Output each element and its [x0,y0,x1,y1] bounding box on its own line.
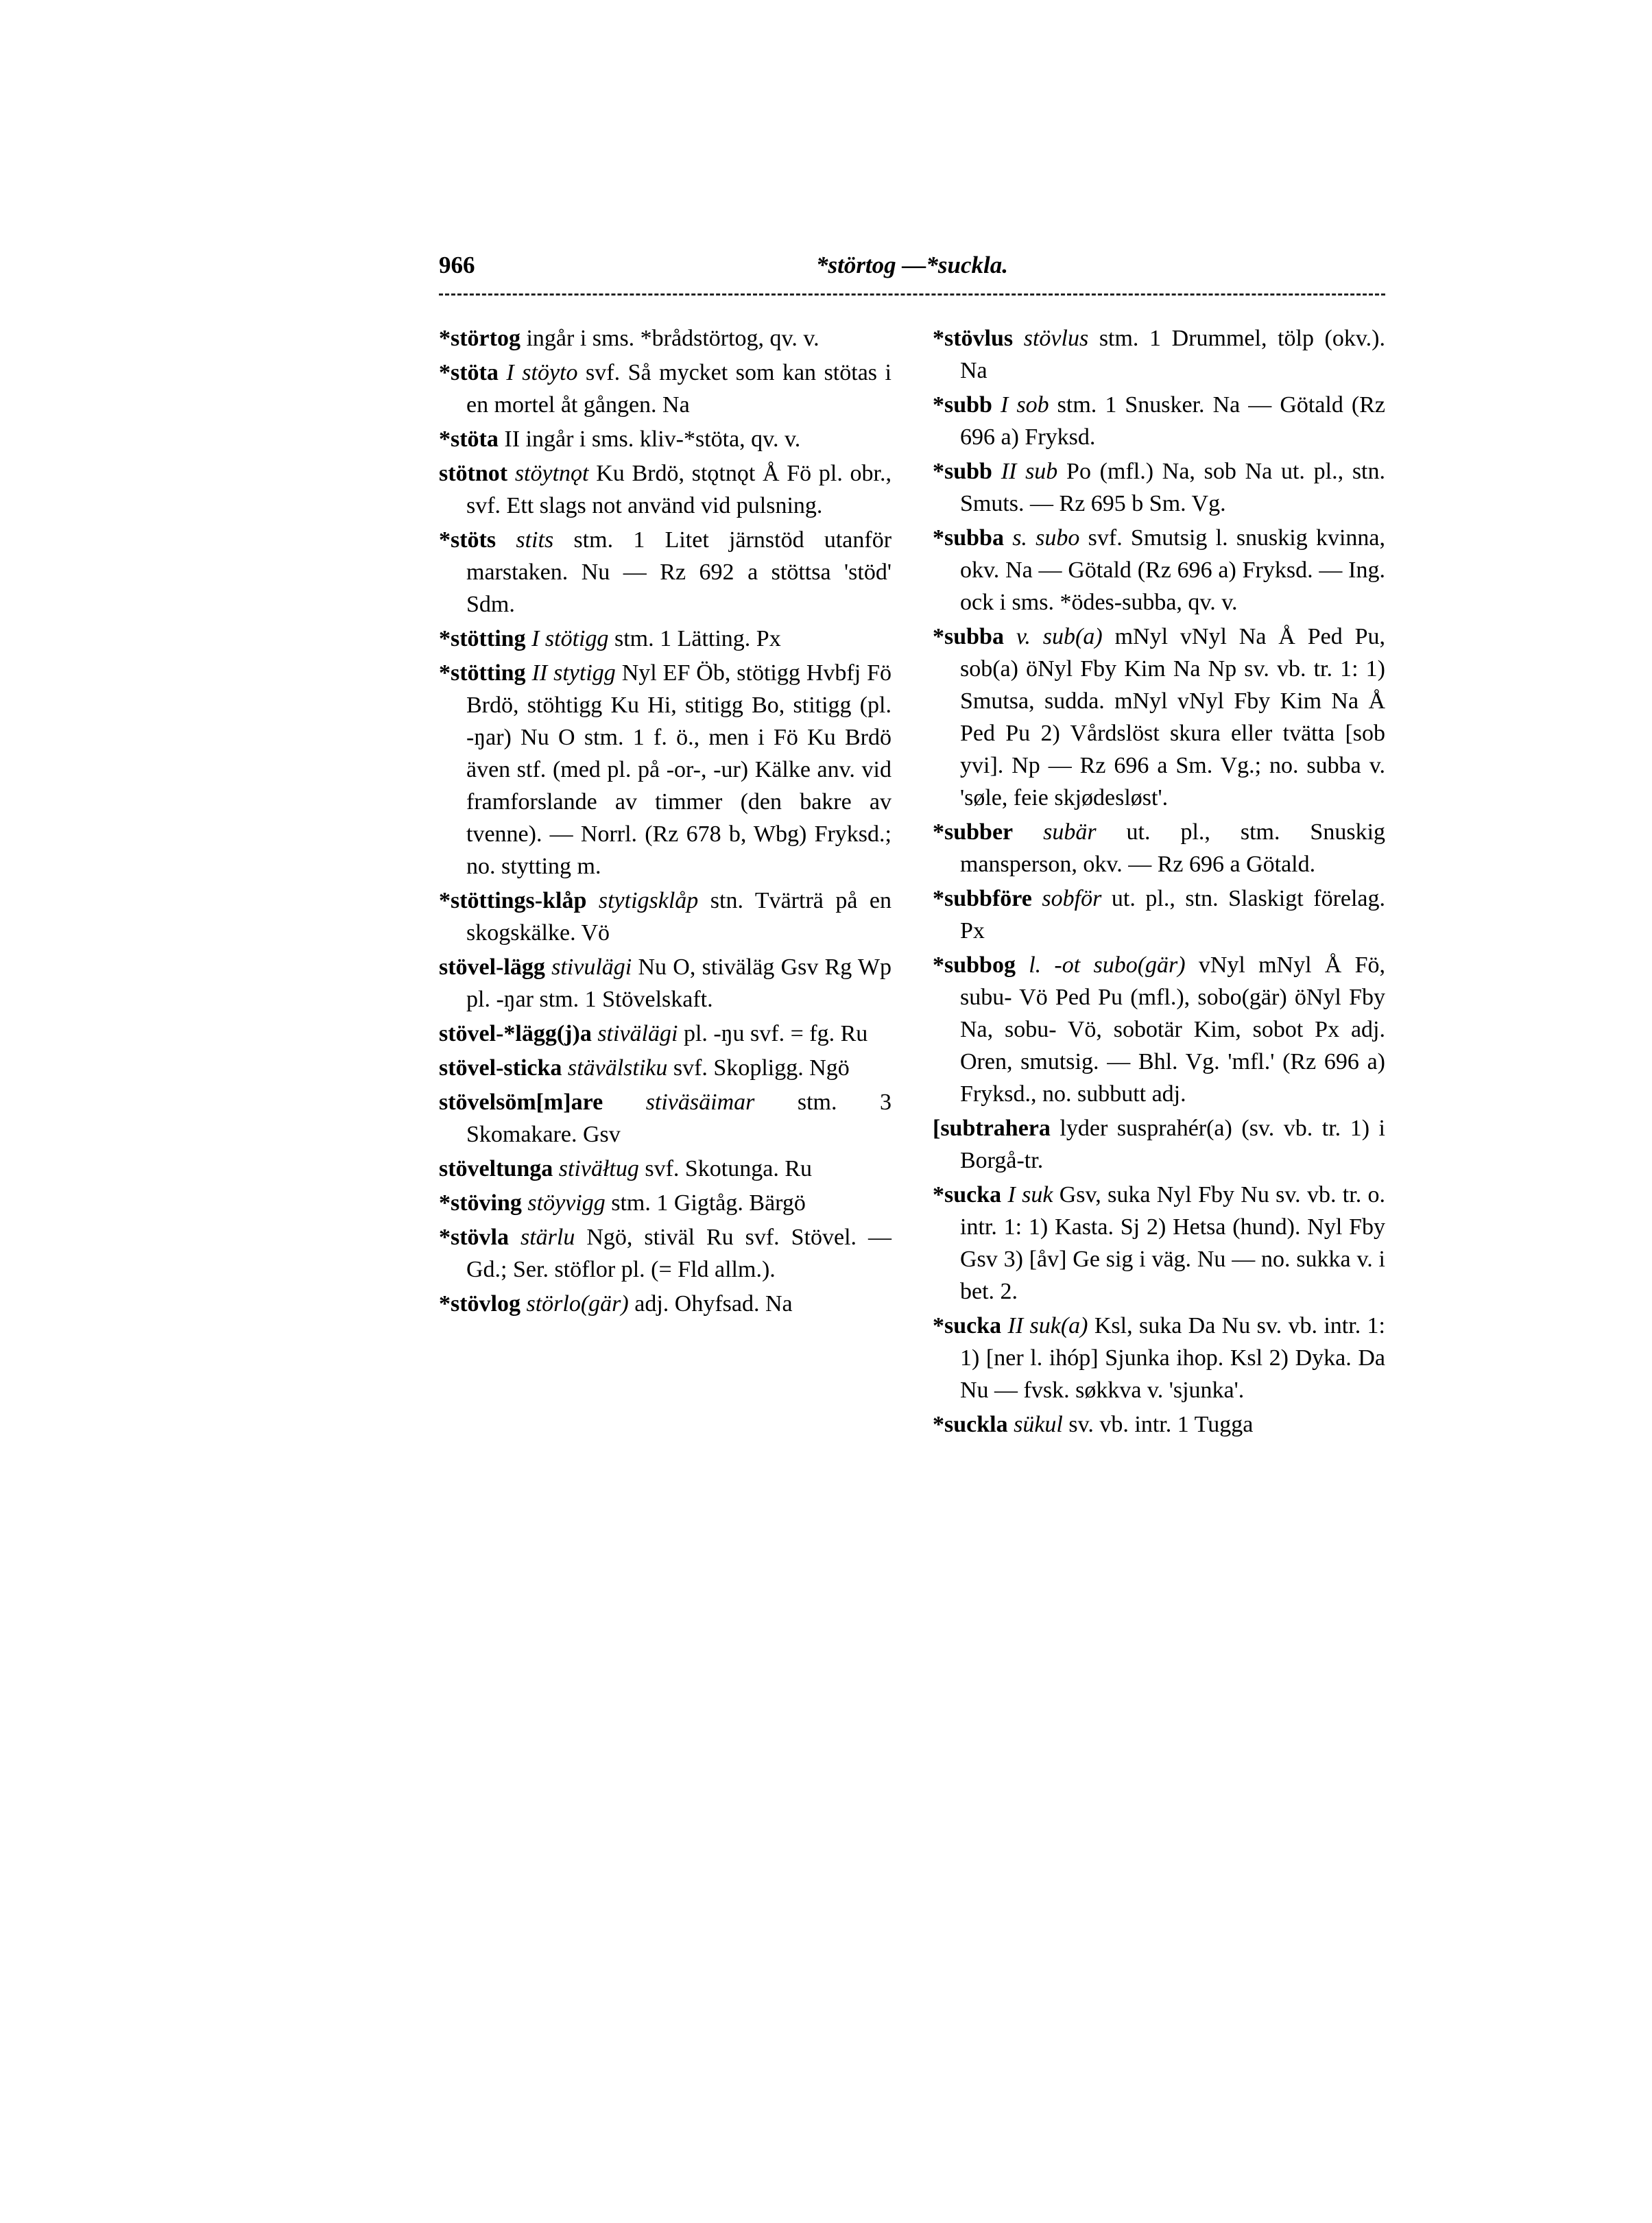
entry-headword: *stövla [439,1225,509,1250]
dictionary-entry [439,322,891,355]
entry-definition: lyder susprahér(a) (sv. vb. tr. 1) i Borgå-tr. [960,1116,1385,1173]
dictionary-entry [439,1018,891,1050]
page-number: 966 [439,252,475,278]
entry-pronunciation: stövlus [1023,326,1089,351]
entry-definition: sv. vb. intr. 1 Tugga [1068,1412,1254,1437]
entry-headword: *subbog [933,952,1016,978]
entry-definition: stm. 1 Litet järnstöd utanför marstaken. Nu — Rz 692 a stöttsa 'stöd' Sdm. [466,527,892,617]
entry-pronunciation: I suk [1007,1182,1053,1207]
entry-definition: stm. 3 Skomakare. Gsv [466,1090,891,1147]
dictionary-entry [933,322,1385,387]
dictionary-entry [439,423,891,455]
dictionary-entry [933,621,1385,814]
entry-definition: adj. Ohyfsad. Na [634,1291,793,1317]
dictionary-entry [933,1179,1385,1308]
entry-headword: *störtog [439,326,520,351]
header-rule [439,293,1385,296]
dictionary-entry [439,1288,891,1320]
entry-headword: *subba [933,525,1004,551]
entry-definition: Ngö, stiväl Ru svf. Stövel. — Gd.; Ser. stöflor pl. (= Fld allm.). [466,1225,892,1282]
entry-pronunciation: I sob [1001,392,1049,418]
entry-pronunciation: stöyvigg [527,1190,606,1216]
dictionary-entry [933,816,1385,880]
running-head [439,248,1385,283]
dictionary-entry [439,457,891,522]
entry-pronunciation: I stöyto [506,360,578,385]
entry-definition: Ksl, suka Da Nu sv. vb. intr. 1: 1) [ner l. ihóp] Sjunka ihop. Ksl 2) Dyka. Da Nu — fvsk. søkkva v. 'sjunka'. [960,1313,1386,1403]
entry-definition: ut. pl., stn. Slaskigt förelag. Px [960,886,1386,944]
dictionary-entry [439,657,891,882]
entry-pronunciation: v. sub(a) [1016,624,1103,649]
entry-definition: pl. -ŋu svf. = fg. Ru [683,1021,868,1046]
entry-definition: stm. 1 Gigtåg. Bärgö [611,1190,806,1216]
entry-pronunciation: stöytnǫt [514,461,589,486]
entry-definition: svf. Skotunga. Ru [645,1156,813,1181]
entry-pronunciation: subär [1043,819,1097,845]
entry-definition: vNyl mNyl Å Fö, subu- Vö Ped Pu (mfl.), sobo(gär) öNyl Fby Na, sobu- Vö, sobotär Kim, sobot Px adj. Oren, smutsig. — Bhl. Vg. 'mfl.' (Rz 696 a) Fryksd., no. subbutt adj. [960,952,1386,1107]
entry-headword: stötnot [439,461,508,486]
dictionary-entry [439,1221,891,1286]
dictionary-entry [439,623,891,655]
dictionary-entry [439,1052,891,1084]
entry-headword: stövel-*lägg(j)a [439,1021,592,1046]
entry-headword: *stöving [439,1190,522,1216]
entry-pronunciation: s. subo [1012,525,1080,551]
dictionary-entry [439,1086,891,1151]
entry-pronunciation: sükul [1014,1412,1063,1437]
entry-pronunciation: stärlu [520,1225,575,1250]
dictionary-entry [439,1187,891,1219]
entry-headword: *subb [933,459,992,484]
dictionary-entry [933,389,1385,453]
entry-headword: *stöta [439,426,499,452]
left-column [439,322,891,1322]
entry-headword: *stötting [439,626,526,651]
entry-definition: Gsv, suka Nyl Fby Nu sv. vb. tr. o. intr. 1: 1) Kasta. Sj 2) Hetsa (hund). Nyl Fby Gsv 3) [åv] Ge sig i väg. Nu — no. sukka v. i bet. 2. [960,1182,1386,1304]
dictionary-entry [439,1153,891,1185]
entry-headword: *suckla [933,1412,1008,1437]
entry-definition: Ku Brdö, stǫtnǫt Å Fö pl. obr., svf. Ett slags not använd vid pulsning. [466,461,891,518]
entry-pronunciation: störlo(gär) [526,1291,629,1317]
entry-definition: stm. 1 Drummel, tölp (okv.). Na [960,326,1385,383]
entry-definition: ingår i sms. *brådstörtog, qv. v. [526,326,819,351]
entry-definition: stn. Tvärträ på en skogskälke. Vö [466,888,892,946]
entry-pronunciation: stivulägi [551,954,632,980]
entry-definition: ut. pl., stm. Snuskig mansperson, okv. — Rz 696 a Götald. [960,819,1386,877]
entry-headword: stövel-lägg [439,954,545,980]
entry-pronunciation: l. -ot subo(gär) [1029,952,1186,978]
entry-definition: Nu O, stiväläg Gsv Rg Wp pl. -ŋar stm. 1 Stövelskaft. [466,954,891,1012]
entry-headword: [subtrahera [933,1116,1051,1141]
entry-pronunciation: II sub [1001,459,1058,484]
entry-pronunciation: sobför [1042,886,1102,911]
dictionary-entry [933,949,1385,1110]
dictionary-entry [933,455,1385,520]
entry-headword: *stöttings-klåp [439,888,587,913]
entry-definition: Nyl EF Öb, stötigg Hvbfj Fö Brdö, stöhtigg Ku Hi, stitigg Bo, stitigg (pl. -ŋar) Nu O stm. 1 f. ö., men i Fö Ku Brdö även stf. (med pl. på -or-, -ur) Kälke anv. vid framforslande av timmer (den bakre av tvenne). — Norrl. (Rz 678 b, Wbg) Fryksd.; no. stytting m. [466,660,892,879]
right-column [933,322,1385,1443]
entry-headword: stövel-sticka [439,1055,562,1081]
entry-headword: *subbföre [933,886,1032,911]
entry-pronunciation: stytigsklåp [598,888,699,913]
entry-definition: stm. 1 Lätting. Px [614,626,781,651]
header-title: *störtog —*suckla. [815,252,1009,278]
entry-headword: *stövlog [439,1291,520,1317]
dictionary-entry [439,357,891,421]
entry-headword: *subber [933,819,1014,845]
dictionary-entry [933,1408,1385,1441]
entry-headword: stövelsöm[m]are [439,1090,603,1115]
entry-pronunciation: stits [516,527,554,553]
entry-pronunciation: stiväłtug [558,1156,639,1181]
entry-headword: *sucka [933,1182,1002,1207]
entry-headword: stöveltunga [439,1156,553,1181]
entry-headword: *subba [933,624,1004,649]
entry-definition: Po (mfl.) Na, sob Na ut. pl., stn. Smuts. — Rz 695 b Sm. Vg. [960,459,1386,516]
entry-pronunciation: II suk(a) [1007,1313,1088,1338]
dictionary-entry [933,522,1385,618]
entry-definition: svf. Smutsig l. snuskig kvinna, okv. Na — Götald (Rz 696 a) Fryksd. — Ing. ock i sms. *ödes-subba, qv. v. [960,525,1385,615]
entry-headword: *stöta [439,360,499,385]
entry-pronunciation: I stötigg [531,626,609,651]
entry-headword: *stötting [439,660,526,686]
dictionary-entry [439,885,891,949]
dictionary-entry [933,1112,1385,1177]
entry-definition: svf. Skopligg. Ngö [673,1055,850,1081]
entry-headword: *stöts [439,527,496,553]
dictionary-entry [439,524,891,621]
entry-pronunciation: stävälstiku [567,1055,668,1081]
entry-headword: *sucka [933,1313,1002,1338]
dictionary-entry [439,951,891,1016]
entry-definition: II ingår i sms. kliv-*stöta, qv. v. [504,426,801,452]
entry-headword: *subb [933,392,992,418]
entry-pronunciation: stiväsäimar [645,1090,755,1115]
entry-headword: *stövlus [933,326,1014,351]
dictionary-entry [933,1310,1385,1406]
entry-definition: stm. 1 Snusker. Na — Götald (Rz 696 a) Fryksd. [960,392,1386,450]
dictionary-entry [933,882,1385,947]
entry-pronunciation: stivälägi [597,1021,678,1046]
entry-pronunciation: II stytigg [531,660,616,686]
entry-definition: mNyl vNyl Na Å Ped Pu, sob(a) öNyl Fby Kim Na Np sv. vb. tr. 1: 1) Smutsa, sudda. mNyl vNyl Fby Kim Na Å Ped Pu 2) Vårdslöst skura eller tvätta [sob yvi]. Np — Rz 696 a Sm. Vg.; no. subba v. 'søle, feie skjødesløst'. [960,624,1386,810]
entry-definition: svf. Så mycket som kan stötas i en mortel åt gången. Na [466,360,891,418]
